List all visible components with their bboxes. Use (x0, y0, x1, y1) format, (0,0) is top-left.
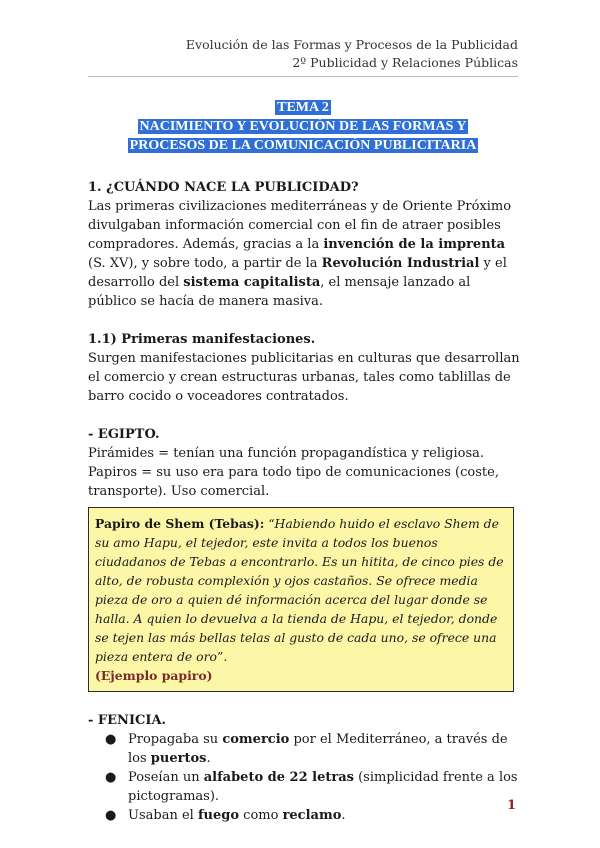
text-run: y el desarrollo del (88, 256, 507, 290)
text-run: por el Mediterráneo, a través de los (128, 732, 508, 766)
page-title (88, 98, 518, 155)
bullet-icon: ● (105, 808, 117, 823)
text-run: Propagaba su (128, 732, 223, 747)
text-run: . (206, 751, 211, 766)
list-item (88, 730, 520, 768)
quote-label: Papiro de Shem (Tebas): (95, 516, 265, 531)
fenicia-heading: - FENICIA. (88, 713, 167, 728)
bold-term: fuego (197, 808, 240, 823)
header-course-title: Evolución de las Formas y Procesos de la Publicidad (185, 37, 518, 52)
text-run: Las primeras civilizaciones mediterráneas y de Oriente Próximo divulgaban información comercial con el fin de atraer posibles compradores. Además, gracias a la (88, 199, 512, 252)
quote-reference: (Ejemplo papiro) (95, 668, 213, 683)
text-run: . (341, 808, 346, 823)
quote-close-mark: ”. (217, 649, 228, 664)
text-run: (simplicidad frente a los pictogramas). (128, 770, 518, 804)
egipto-heading: - EGIPTO. (88, 427, 160, 442)
title-line-2: NACIMIENTO Y EVOLUCIÓN DE LAS FORMAS Y (139, 119, 467, 134)
quote-text: Habiendo huido el esclavo Shem de su amo Hapu, el tejedor, este invita a todos los buenos ciudadanos de Tebas a encontrarlo. Es un hitita, de cinco pies de alto, de robusta complexión y ojos castaños. Se ofrece media pieza de oro a quien dé información acerca del lugar donde se halla. A quien lo devuelva a la tienda de Hapu, el tejedor, donde se tejen las más bellas telas al gusto de cada uno, se ofrece una pieza entera de oro (95, 516, 504, 664)
bold-term: invención de la imprenta (323, 237, 506, 252)
bold-term: Revolución Industrial (321, 256, 480, 271)
list-item (88, 768, 520, 806)
fenicia-list (88, 730, 520, 825)
egipto-line-piramides: Pirámides = tenían una función propagandística y religiosa. (88, 446, 484, 461)
section-1-heading: 1. ¿CUÁNDO NACE LA PUBLICIDAD? (88, 180, 359, 195)
bold-term: comercio (222, 732, 290, 747)
list-item (88, 806, 520, 825)
page-number: 1 (506, 798, 516, 813)
text-run: Poseían un (128, 770, 204, 785)
section-1-1-paragraph: Surgen manifestaciones publicitarias en culturas que desarrollan el comercio y crean estructuras urbanas, tales como tablillas de barro cocido o voceadores contratados. (88, 351, 520, 404)
text-run: (S. XV), y sobre todo, a partir de la (88, 256, 322, 271)
running-header (186, 36, 518, 72)
bold-term: sistema capitalista (183, 275, 321, 290)
bold-term: alfabeto de 22 letras (203, 770, 354, 785)
bold-term: puertos (150, 751, 207, 766)
header-degree: 2º Publicidad y Relaciones Públicas (292, 55, 518, 70)
bullet-icon: ● (105, 732, 117, 747)
title-line-3: PROCESOS DE LA COMUNICACIÓN PUBLICITARIA (129, 138, 477, 153)
quote-box-papiro (88, 507, 514, 692)
text-run: , el mensaje lanzado al público se hacía de manera masiva. (88, 275, 471, 309)
section-1-1-heading: 1.1) Primeras manifestaciones. (88, 332, 316, 347)
text-run: como (239, 808, 283, 823)
document-body (88, 178, 520, 825)
header-divider (88, 76, 518, 77)
bullet-icon: ● (105, 770, 117, 785)
section-1-paragraph (88, 197, 520, 311)
quote-open-mark: “ (264, 516, 275, 531)
bold-term: reclamo (282, 808, 342, 823)
text-run: Usaban el (128, 808, 198, 823)
egipto-line-papiros: Papiros = su uso era para todo tipo de comunicaciones (coste, transporte). Uso comercial. (88, 465, 499, 499)
title-line-1: TEMA 2 (277, 100, 329, 115)
